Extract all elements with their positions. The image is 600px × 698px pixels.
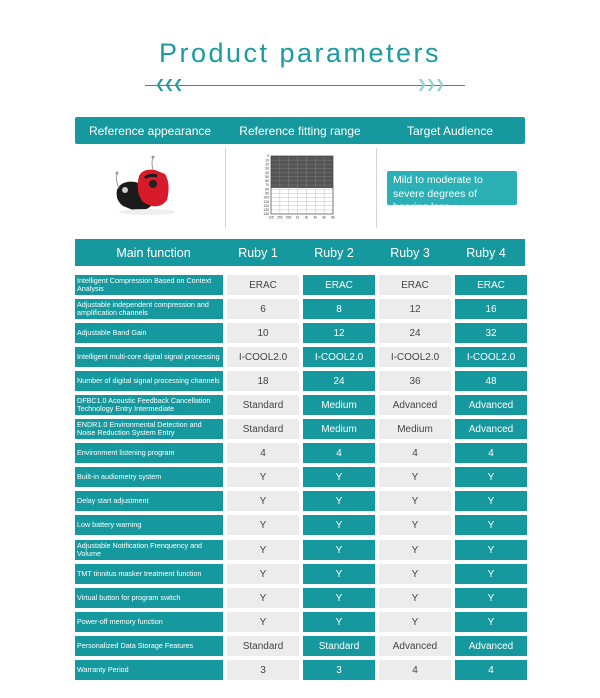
value-cell-ruby-4: Y: [455, 515, 527, 535]
function-label: ENDR1.0 Environmental Detection and Noise Reduction System Entry: [75, 419, 223, 439]
value-cell-ruby-4: Y: [455, 540, 527, 560]
value-cell-ruby-2: Medium: [303, 395, 375, 415]
function-label: Intelligent Compression Based on Context Analysis: [75, 275, 223, 295]
function-label: Adjustable independent compression and amplification channels: [75, 299, 223, 319]
value-cell-ruby-1: Y: [227, 612, 299, 632]
chevrons-right-icon: ❯❯❯: [417, 77, 445, 91]
value-cell-ruby-1: Standard: [227, 395, 299, 415]
audiogram-x-tick: 250: [277, 215, 283, 220]
value-cell-ruby-3: Y: [379, 612, 451, 632]
value-cell-ruby-1: Y: [227, 467, 299, 487]
value-cell-ruby-4: 16: [455, 299, 527, 319]
function-label: Number of digital signal processing channels: [75, 371, 223, 391]
table-row: [75, 660, 527, 680]
audiogram-y-tick: 30: [265, 166, 269, 171]
value-cell-ruby-4: Advanced: [455, 395, 527, 415]
value-cell-ruby-2: Y: [303, 588, 375, 608]
model-header-ruby-3: Ruby 3: [390, 245, 430, 260]
table-row: [75, 395, 527, 415]
audiogram-y-tick: 120: [263, 203, 269, 208]
value-cell-ruby-4: Advanced: [455, 419, 527, 439]
value-cell-ruby-1: Y: [227, 491, 299, 511]
appearance-cell: [75, 148, 226, 228]
value-cell-ruby-3: 4: [379, 660, 451, 680]
table-row: [75, 636, 527, 656]
audiogram-x-tick: 6k: [322, 215, 326, 220]
audiogram-y-tick: 110: [263, 199, 269, 204]
target-audience-header: Target Audience: [406, 123, 494, 138]
table-row: [75, 299, 527, 319]
audiogram-y-tick: 100: [263, 195, 269, 200]
audiogram-y-tick: 130: [263, 208, 269, 213]
function-label: Intelligent multi-core digital signal processing: [75, 347, 223, 367]
value-cell-ruby-3: Y: [379, 491, 451, 511]
value-cell-ruby-4: Y: [455, 612, 527, 632]
function-label: Power-off memory function: [75, 612, 223, 632]
main-function-title: Main function: [116, 245, 191, 260]
table-row: [75, 419, 527, 439]
audiogram-y-tick: 60: [265, 179, 269, 184]
reference-body: [75, 148, 525, 228]
value-cell-ruby-1: ERAC: [227, 275, 299, 295]
value-cell-ruby-2: Y: [303, 540, 375, 560]
table-row: [75, 467, 527, 487]
target-audience-cell: [377, 148, 525, 228]
function-label: Environment listening program: [75, 443, 223, 463]
table-row: [75, 491, 527, 511]
page-title: Product parameters: [158, 38, 442, 68]
function-label: Personalized Data Storage Features: [75, 636, 223, 656]
value-cell-ruby-1: 3: [227, 660, 299, 680]
value-cell-ruby-1: Y: [227, 540, 299, 560]
table-row: [75, 588, 527, 608]
value-cell-ruby-3: Y: [379, 564, 451, 584]
value-cell-ruby-3: Y: [379, 467, 451, 487]
model-header-ruby-1: Ruby 1: [238, 245, 278, 260]
function-label: Adjustable Notification Frenquency and Volume: [75, 540, 223, 560]
value-cell-ruby-3: Advanced: [379, 395, 451, 415]
value-cell-ruby-3: Advanced: [379, 636, 451, 656]
value-cell-ruby-4: I-COOL2.0: [455, 347, 527, 367]
value-cell-ruby-2: I-COOL2.0: [303, 347, 375, 367]
value-cell-ruby-3: Y: [379, 588, 451, 608]
value-cell-ruby-1: 18: [227, 371, 299, 391]
audiogram-x-tick: 4k: [313, 215, 317, 220]
value-cell-ruby-2: Y: [303, 467, 375, 487]
value-cell-ruby-4: 4: [455, 660, 527, 680]
reference-header: [75, 117, 525, 144]
function-label: Warranty Period: [75, 660, 223, 680]
value-cell-ruby-3: 36: [379, 371, 451, 391]
table-row: [75, 275, 527, 295]
audiogram-x-tick: 2k: [304, 215, 309, 220]
value-cell-ruby-4: Y: [455, 564, 527, 584]
function-label: Built-in audiometry system: [75, 467, 223, 487]
model-header-ruby-2: Ruby 2: [314, 245, 354, 260]
table-row: [75, 443, 527, 463]
value-cell-ruby-2: Y: [303, 612, 375, 632]
value-cell-ruby-1: Standard: [227, 636, 299, 656]
value-cell-ruby-4: Y: [455, 491, 527, 511]
audiogram-y-tick: 20: [265, 162, 269, 167]
value-cell-ruby-2: 12: [303, 323, 375, 343]
function-label: Virtual button for program switch: [75, 588, 223, 608]
value-cell-ruby-3: I-COOL2.0: [379, 347, 451, 367]
value-cell-ruby-1: 6: [227, 299, 299, 319]
value-cell-ruby-2: Y: [303, 564, 375, 584]
value-cell-ruby-3: ERAC: [379, 275, 451, 295]
value-cell-ruby-1: 10: [227, 323, 299, 343]
value-cell-ruby-1: Standard: [227, 419, 299, 439]
hearing-aid-image: [75, 148, 225, 228]
audiogram-y-tick: 40: [265, 170, 269, 175]
audiogram-x-tick: 1k: [295, 215, 300, 220]
value-cell-ruby-4: Y: [455, 588, 527, 608]
value-cell-ruby-1: Y: [227, 515, 299, 535]
value-cell-ruby-4: 48: [455, 371, 527, 391]
function-label: DFBC1.0 Acoustic Feedback Cancellation Technology Entry Intermediate: [75, 395, 223, 415]
value-cell-ruby-4: Y: [455, 467, 527, 487]
value-cell-ruby-1: Y: [227, 588, 299, 608]
table-row: [75, 323, 527, 343]
audiogram-y-tick: 50: [265, 174, 269, 179]
value-cell-ruby-4: 32: [455, 323, 527, 343]
audiogram-x-tick: 125: [268, 215, 274, 220]
reference-fitting-range-header: Reference fitting range: [239, 123, 361, 138]
chevrons-left-icon: ❮❮❮: [155, 77, 183, 91]
audiogram-y-tick: 140: [263, 212, 269, 217]
table-row: [75, 371, 527, 391]
function-label: Low battery warning: [75, 515, 223, 535]
value-cell-ruby-2: Standard: [303, 636, 375, 656]
value-cell-ruby-3: 12: [379, 299, 451, 319]
table-row: [75, 540, 527, 560]
value-cell-ruby-3: 24: [379, 323, 451, 343]
value-cell-ruby-2: 4: [303, 443, 375, 463]
function-label: TMT tinnitus masker treatment function: [75, 564, 223, 584]
audiogram-x-tick: 500: [286, 215, 292, 220]
value-cell-ruby-2: 24: [303, 371, 375, 391]
value-cell-ruby-3: Y: [379, 540, 451, 560]
value-cell-ruby-1: Y: [227, 564, 299, 584]
table-row: [75, 612, 527, 632]
value-cell-ruby-4: ERAC: [455, 275, 527, 295]
value-cell-ruby-2: ERAC: [303, 275, 375, 295]
value-cell-ruby-1: 4: [227, 443, 299, 463]
function-label: Delay start adjustment: [75, 491, 223, 511]
table-row: [75, 347, 527, 367]
value-cell-ruby-3: 4: [379, 443, 451, 463]
audiogram-y-tick: 0: [267, 154, 269, 159]
target-audience-text: Mild to moderate to severe degrees of hearing loss.: [387, 171, 517, 205]
value-cell-ruby-2: Y: [303, 491, 375, 511]
audiogram-y-tick: 70: [265, 183, 269, 188]
audiogram-x-tick: 8k: [331, 215, 335, 220]
value-cell-ruby-3: Medium: [379, 419, 451, 439]
value-cell-ruby-1: I-COOL2.0: [227, 347, 299, 367]
model-header-ruby-4: Ruby 4: [466, 245, 506, 260]
value-cell-ruby-3: Y: [379, 515, 451, 535]
value-cell-ruby-2: Medium: [303, 419, 375, 439]
main-function-header: [75, 239, 525, 266]
table-row: [75, 515, 527, 535]
table-row: [75, 564, 527, 584]
audiogram-y-tick: 10: [265, 158, 269, 163]
value-cell-ruby-4: Advanced: [455, 636, 527, 656]
value-cell-ruby-2: 3: [303, 660, 375, 680]
audiogram-chart: [226, 148, 376, 228]
value-cell-ruby-2: 8: [303, 299, 375, 319]
reference-appearance-header: Reference appearance: [88, 123, 212, 138]
value-cell-ruby-2: Y: [303, 515, 375, 535]
audiogram-y-tick: 80: [265, 187, 269, 192]
function-label: Adjustable Band Gain: [75, 323, 223, 343]
audiogram-y-tick: 90: [265, 191, 269, 196]
fitting-range-cell: [226, 148, 377, 228]
value-cell-ruby-4: 4: [455, 443, 527, 463]
